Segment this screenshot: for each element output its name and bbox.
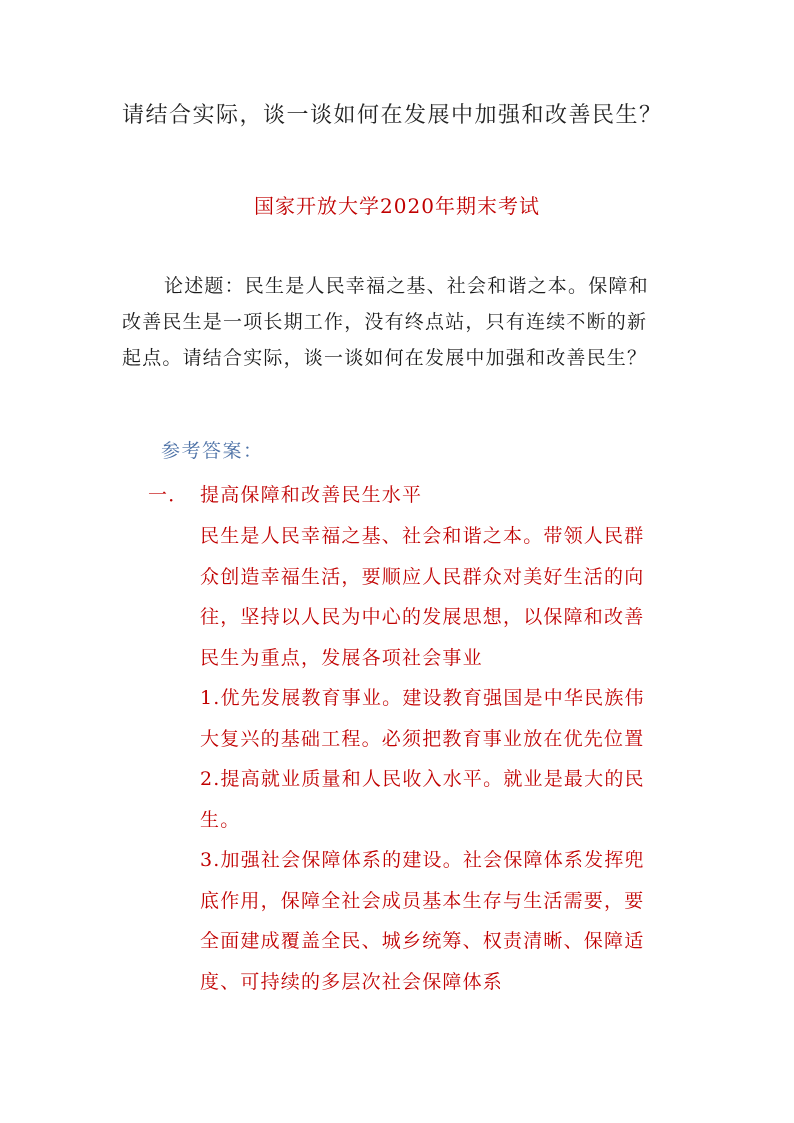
answer-line: 众创造幸福生活，要顺应人民群众对美好生活的向: [200, 565, 645, 588]
answer-line: 底作用，保障全社会成员基本生存与生活需要，要: [200, 889, 645, 912]
exam-subtitle: 国家开放大学2020年期末考试: [254, 194, 540, 218]
section-heading: [148, 480, 422, 507]
section-heading-text: 提高保障和改善民生水平: [200, 484, 423, 506]
question-line: 论述题：民生是人民幸福之基、社会和谐之本。保障和: [164, 275, 649, 297]
page-title: 请结合实际，谈一谈如何在发展中加强和改善民生？: [122, 103, 663, 128]
answer-body: [200, 516, 680, 1002]
answer-line: 3.加强社会保障体系的建设。社会保障体系发挥兜: [200, 849, 645, 871]
question-paragraph: [122, 268, 682, 376]
answer-line: 生。: [200, 808, 241, 831]
reference-answer-label: 参考答案：: [161, 440, 264, 462]
answer-line: 1.优先发展教育事业。建设教育强国是中华民族伟: [200, 687, 645, 709]
answer-line: 全面建成覆盖全民、城乡统筹、权责清晰、保障适: [200, 930, 645, 952]
section-number: 一．: [148, 484, 189, 506]
answer-line: 度、可持续的多层次社会保障体系: [200, 970, 504, 993]
answer-line: 2.提高就业质量和人民收入水平。就业是最大的民: [200, 768, 645, 790]
answer-line: 民生为重点，发展各项社会事业: [200, 646, 483, 669]
question-line: 改善民生是一项长期工作，没有终点站，只有连续不断的新: [122, 311, 648, 333]
answer-line: 往，坚持以人民为中心的发展思想，以保障和改善: [200, 606, 645, 628]
question-line: 起点。请结合实际，谈一谈如何在发展中加强和改善民生？: [122, 347, 648, 369]
answer-line: 民生是人民幸福之基、社会和谐之本。带领人民群: [200, 525, 645, 547]
answer-line: 大复兴的基础工程。必须把教育事业放在优先位置: [200, 727, 645, 750]
